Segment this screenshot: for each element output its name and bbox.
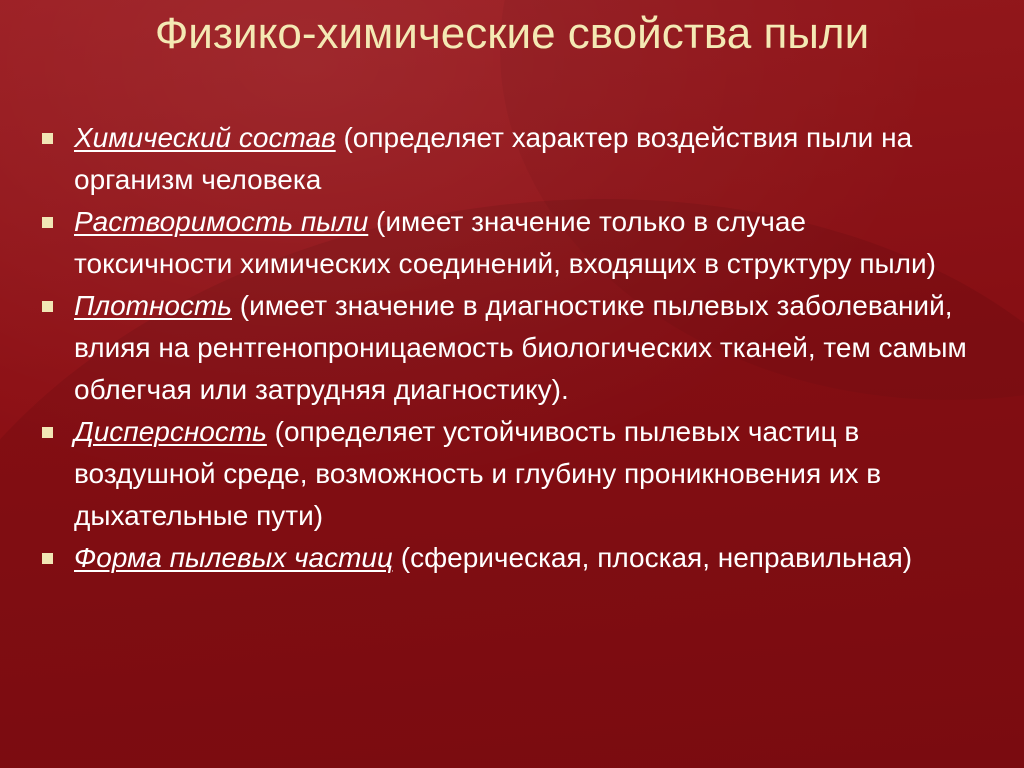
item-term: Растворимость пыли <box>74 206 369 237</box>
item-text: (сферическая, плоская, неправильная) <box>392 542 913 573</box>
item-term: Дисперсность <box>74 416 267 447</box>
square-bullet-icon <box>42 133 53 144</box>
square-bullet-icon <box>42 553 53 564</box>
item-text: (определяет характер воздействия пыли на организм человека <box>74 122 913 195</box>
list-item <box>40 117 970 201</box>
list-item <box>40 201 970 285</box>
bullet-list <box>40 117 970 579</box>
square-bullet-icon <box>42 427 53 438</box>
item-term: Форма пылевых частиц <box>74 542 393 573</box>
item-text: (имеет значение в диагностике пылевых заболеваний, влияя на рентгенопроницаемость биологических тканей, тем самым облегчая или затрудняя диагностику). <box>74 290 967 405</box>
square-bullet-icon <box>42 301 53 312</box>
item-text: (имеет значение только в случае токсичности химических соединений, входящих в структуру пыли) <box>74 206 936 279</box>
list-item <box>40 411 970 537</box>
slide-title: Физико-химические свойства пыли <box>154 9 870 58</box>
item-text: (определяет устойчивость пылевых частиц в воздушной среде, возможность и глубину проникновения их в дыхательные пути) <box>74 416 882 531</box>
item-term: Химический состав <box>74 122 336 153</box>
square-bullet-icon <box>42 217 53 228</box>
list-item <box>40 285 970 411</box>
list-item <box>40 537 970 579</box>
item-term: Плотность <box>74 290 233 321</box>
